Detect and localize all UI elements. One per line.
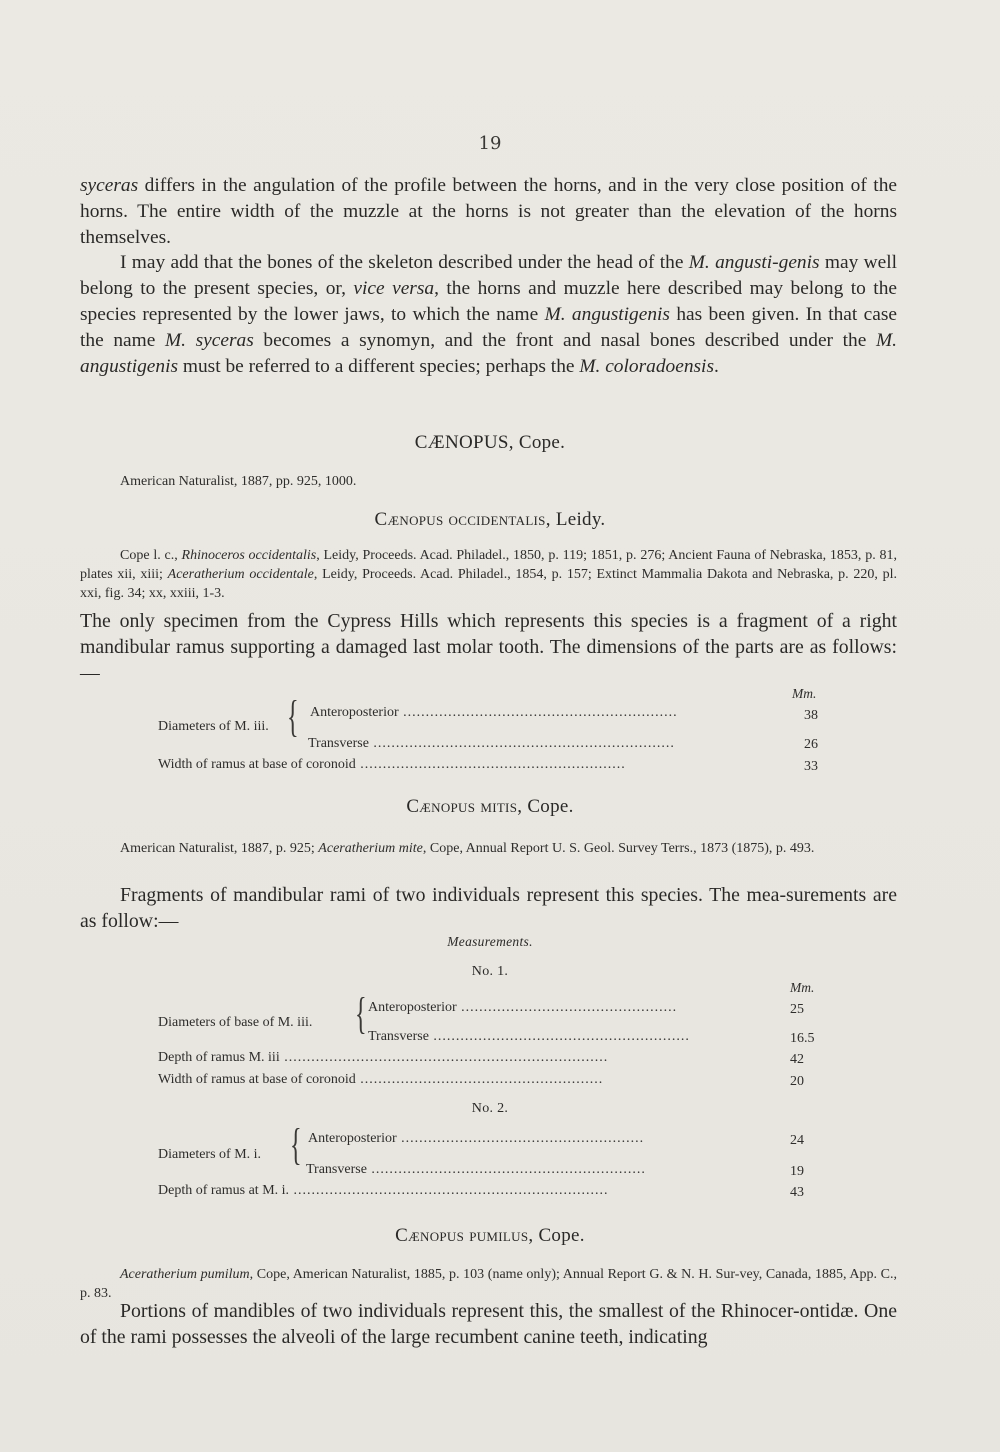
table-row: Transverse ............................................................. bbox=[306, 1162, 646, 1177]
measurement-table-occidentalis bbox=[150, 686, 830, 776]
opening-paragraphs bbox=[80, 173, 897, 379]
table-value: 24 bbox=[790, 1133, 804, 1148]
taxon-name: syceras bbox=[80, 175, 139, 196]
unit-label: Mm. bbox=[792, 686, 817, 701]
table-row: Anteroposterior ............................................................. bbox=[310, 705, 678, 720]
table-value: 19 bbox=[790, 1164, 804, 1179]
table-value: 25 bbox=[790, 1002, 804, 1017]
table-row: Depth of ramus at M. i. ...................................................................... bbox=[158, 1183, 609, 1198]
species-heading-pumilus: Cænopus pumilus, Cope. bbox=[395, 1225, 585, 1246]
brace: { bbox=[287, 692, 299, 741]
species-heading-occidentalis: Cænopus occidentalis, Leidy. bbox=[374, 509, 606, 530]
genus-heading: CÆNOPUS, Cope. bbox=[414, 432, 566, 453]
table-row: Width of ramus at base of coronoid ...................................................... bbox=[158, 1072, 604, 1087]
table-row: Depth of ramus M. iii ........................................................................ bbox=[158, 1050, 609, 1065]
brace: { bbox=[355, 989, 367, 1038]
paragraph-mitis: Fragments of mandibular rami of two individuals represent this species. The mea-surements are as follow:— bbox=[80, 884, 897, 932]
table-value: 42 bbox=[790, 1052, 804, 1067]
table-row: Transverse ......................................................... bbox=[368, 1029, 690, 1044]
table-row: Width of ramus at base of coronoid ........................................................... bbox=[158, 757, 626, 772]
species-heading-mitis: Cænopus mitis, Cope. bbox=[406, 796, 574, 817]
genus-reference: American Naturalist, 1887, pp. 925, 1000. bbox=[120, 474, 357, 489]
group-label: Diameters of base of M. iii. bbox=[158, 1015, 313, 1030]
table-value: 43 bbox=[790, 1185, 804, 1200]
paragraph-syceras: syceras differs in the angulation of the profile between the horns, and in the very close position of the horns. The entire width of the muzzle at the horns is not greater than the elevation of the horns themselves. bbox=[80, 175, 897, 248]
table-row: Anteroposterior ................................................ bbox=[368, 1000, 678, 1015]
table-row: Anteroposterior ...................................................... bbox=[308, 1131, 645, 1146]
page-number: 19 bbox=[478, 133, 502, 154]
species-reference-occidentalis: Cope l. c., Rhinoceros occidentalis, Leidy, Proceeds. Acad. Philadel., 1850, p. 119; 1851, p. 276; Ancient Fauna of Nebraska, 1853, p. 81, plates xii, xiii; Aceratherium occidentale, Leidy, Proceeds. Acad. Philadel., 1854, p. 157; Extinct Mammalia Dakota and Nebraska, p. 220, pl. xxi, fig. 34; xx, xxiii, 1-3. bbox=[80, 548, 897, 601]
group-label: Diameters of M. i. bbox=[158, 1147, 262, 1162]
table-value: 33 bbox=[804, 759, 818, 774]
table-row: Transverse ................................................................... bbox=[308, 736, 675, 751]
unit-label: Mm. bbox=[790, 980, 815, 995]
table-value: 16.5 bbox=[790, 1031, 815, 1046]
species-reference-mitis: American Naturalist, 1887, p. 925; Aceratherium mite, Cope, Annual Report U. S. Geol. Survey Terrs., 1873 (1875), p. 493. bbox=[120, 841, 815, 856]
measurements-caption: Measurements. bbox=[447, 934, 533, 949]
table-value: 20 bbox=[790, 1074, 804, 1089]
brace: { bbox=[290, 1120, 302, 1169]
group-label: Diameters of M. iii. bbox=[158, 719, 269, 734]
paragraph-occidentalis: The only specimen from the Cypress Hills which represents this species is a fragment of a right mandibular ramus supporting a damaged last molar tooth. The dimensions of the parts are as follows:— bbox=[80, 610, 897, 684]
specimen-no2: No. 2. bbox=[471, 1101, 509, 1116]
measurement-table-mitis-no2 bbox=[150, 1120, 830, 1205]
specimen-no1: No. 1. bbox=[471, 964, 509, 979]
measurement-table-mitis-no1 bbox=[150, 980, 830, 1090]
paragraph-pumilus: Portions of mandibles of two individuals represent this, the smallest of the Rhinocer-ontidæ. One of the rami possesses the alveoli of the large recumbent canine teeth, indicating bbox=[80, 1300, 897, 1348]
table-value: 26 bbox=[804, 737, 818, 752]
paragraph-angustigenis: I may add that the bones of the skeleton described under the head of the M. angusti-genis may well belong to the present species, or, vice versa, the horns and muzzle here described may belong to the species represented by the lower jaws, to which the name M. angustigenis has been given. In that case the name M. syceras becomes a synomyn, and the front and nasal bones described under the M. angustigenis must be referred to a different species; perhaps the M. coloradoensis. bbox=[80, 252, 898, 377]
table-value: 38 bbox=[804, 708, 818, 723]
species-reference-pumilus: Aceratherium pumilum, Cope, American Naturalist, 1885, p. 103 (name only); Annual Report G. & N. H. Sur-vey, Canada, 1885, App. C., p. 83. bbox=[80, 1267, 897, 1301]
